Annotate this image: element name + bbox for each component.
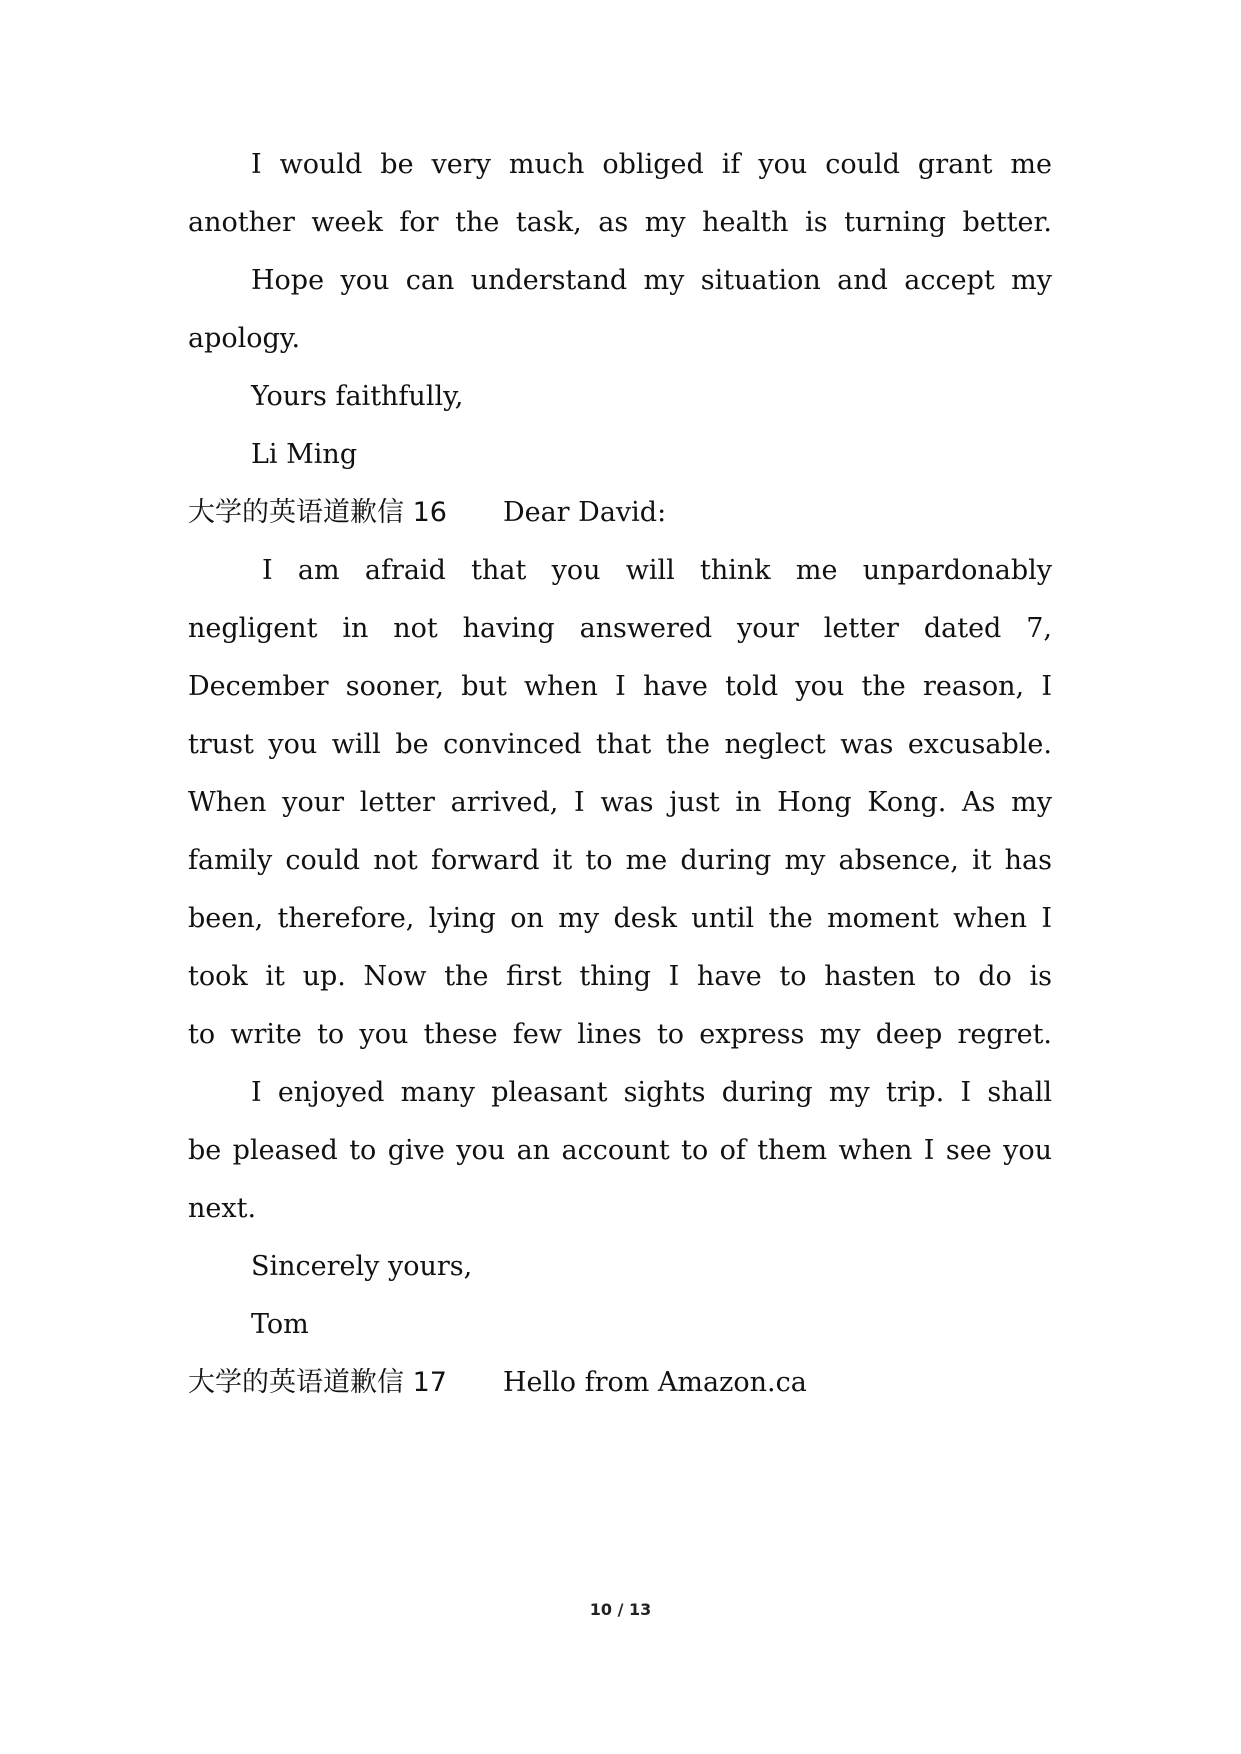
paragraph-line: December sooner, but when I have told you the reason, I — [188, 671, 1052, 702]
paragraph-line: took it up. Now the first thing I have to hasten to do is — [188, 961, 1052, 992]
paragraph-line: family could not forward it to me during my absence, it has — [188, 845, 1052, 876]
letter-closing: Yours faithfully, — [251, 381, 464, 412]
page-number: 10 / 13 — [589, 1600, 652, 1619]
paragraph-line: apology. — [188, 323, 301, 354]
paragraph-line: to write to you these few lines to express my deep regret. — [188, 1019, 1052, 1050]
paragraph-line: trust you will be convinced that the neglect was excusable. — [188, 729, 1052, 760]
letter-heading — [188, 493, 1052, 533]
letter-signature: Tom — [251, 1309, 309, 1340]
letter-closing: Sincerely yours, — [251, 1251, 473, 1282]
paragraph-line: another week for the task, as my health is turning better. — [188, 207, 1052, 238]
paragraph-line: negligent in not having answered your letter dated 7, — [188, 613, 1052, 644]
paragraph-line: next. — [188, 1193, 257, 1224]
paragraph-line: I enjoyed many pleasant sights during my trip. I shall — [251, 1077, 1052, 1108]
paragraph-line: been, therefore, lying on my desk until the moment when I — [188, 903, 1052, 934]
letter-heading-cn: 大学的英语道歉信 16 — [188, 497, 447, 528]
letter-heading-cn: 大学的英语道歉信 17 — [188, 1367, 447, 1398]
letter-signature: Li Ming — [251, 439, 358, 470]
paragraph-line: be pleased to give you an account to of them when I see you — [188, 1135, 1052, 1166]
paragraph-line: When your letter arrived, I was just in Hong Kong. As my — [188, 787, 1052, 818]
letter-greeting: Dear David: — [502, 497, 667, 528]
paragraph-line: Hope you can understand my situation and accept my — [251, 265, 1052, 296]
paragraph-line: I would be very much obliged if you could grant me — [251, 149, 1052, 180]
letter-heading — [188, 1363, 1052, 1403]
letter-greeting: Hello from Amazon.ca — [502, 1367, 807, 1398]
paragraph-line: I am afraid that you will think me unpardonably — [262, 555, 1052, 586]
